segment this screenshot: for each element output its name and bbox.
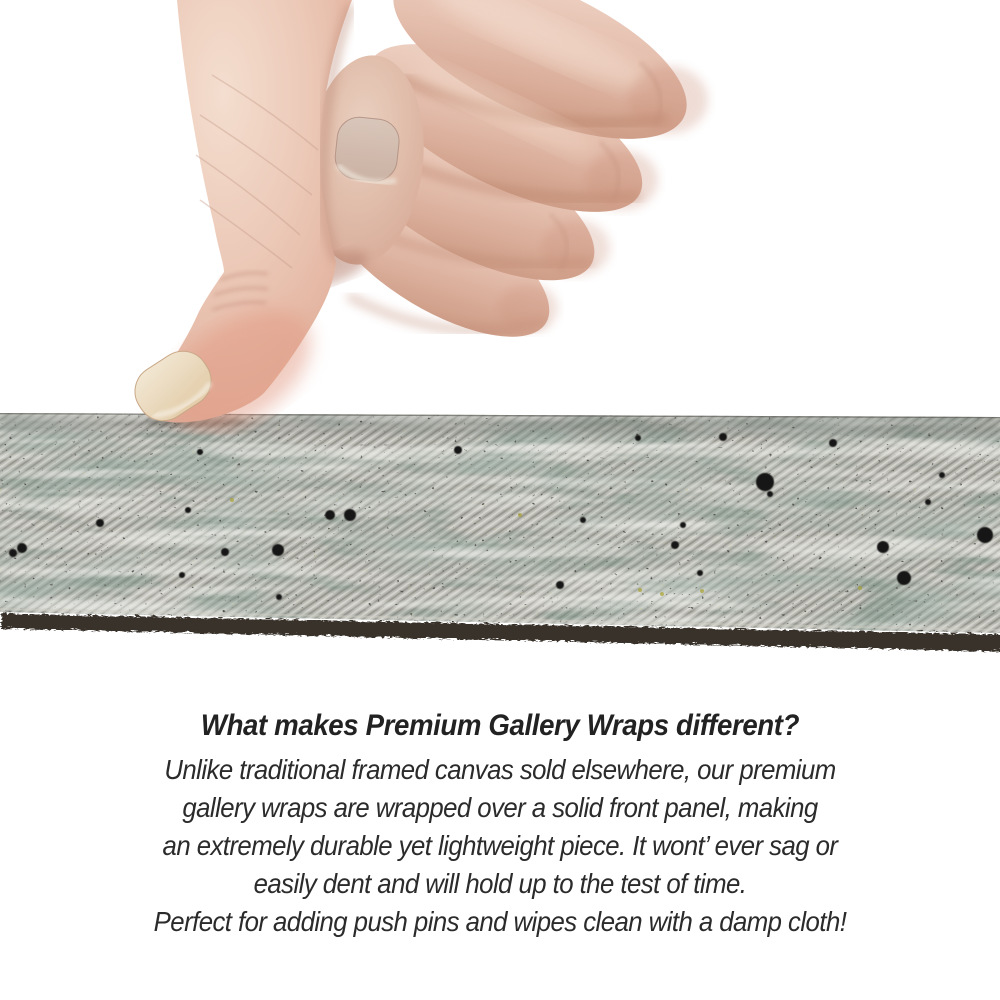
body-line-3: an extremely durable yet lightweight piece. It wont’ ever sag or xyxy=(162,830,838,861)
body-line-1: Unlike traditional framed canvas sold elsewhere, our premium xyxy=(164,754,836,785)
body-line-2: gallery wraps are wrapped over a solid front panel, making xyxy=(182,792,818,823)
copy-block xyxy=(40,706,960,941)
body-line-4: easily dent and will hold up to the test of time. xyxy=(253,868,747,899)
palm-and-thumb xyxy=(125,0,352,435)
hand-illustration xyxy=(0,0,1000,435)
canvas-strip-illustration xyxy=(0,410,1000,655)
body-line-5: Perfect for adding push pins and wipes clean with a damp cloth! xyxy=(153,906,847,937)
headline: What makes Premium Gallery Wraps different? xyxy=(200,709,800,742)
